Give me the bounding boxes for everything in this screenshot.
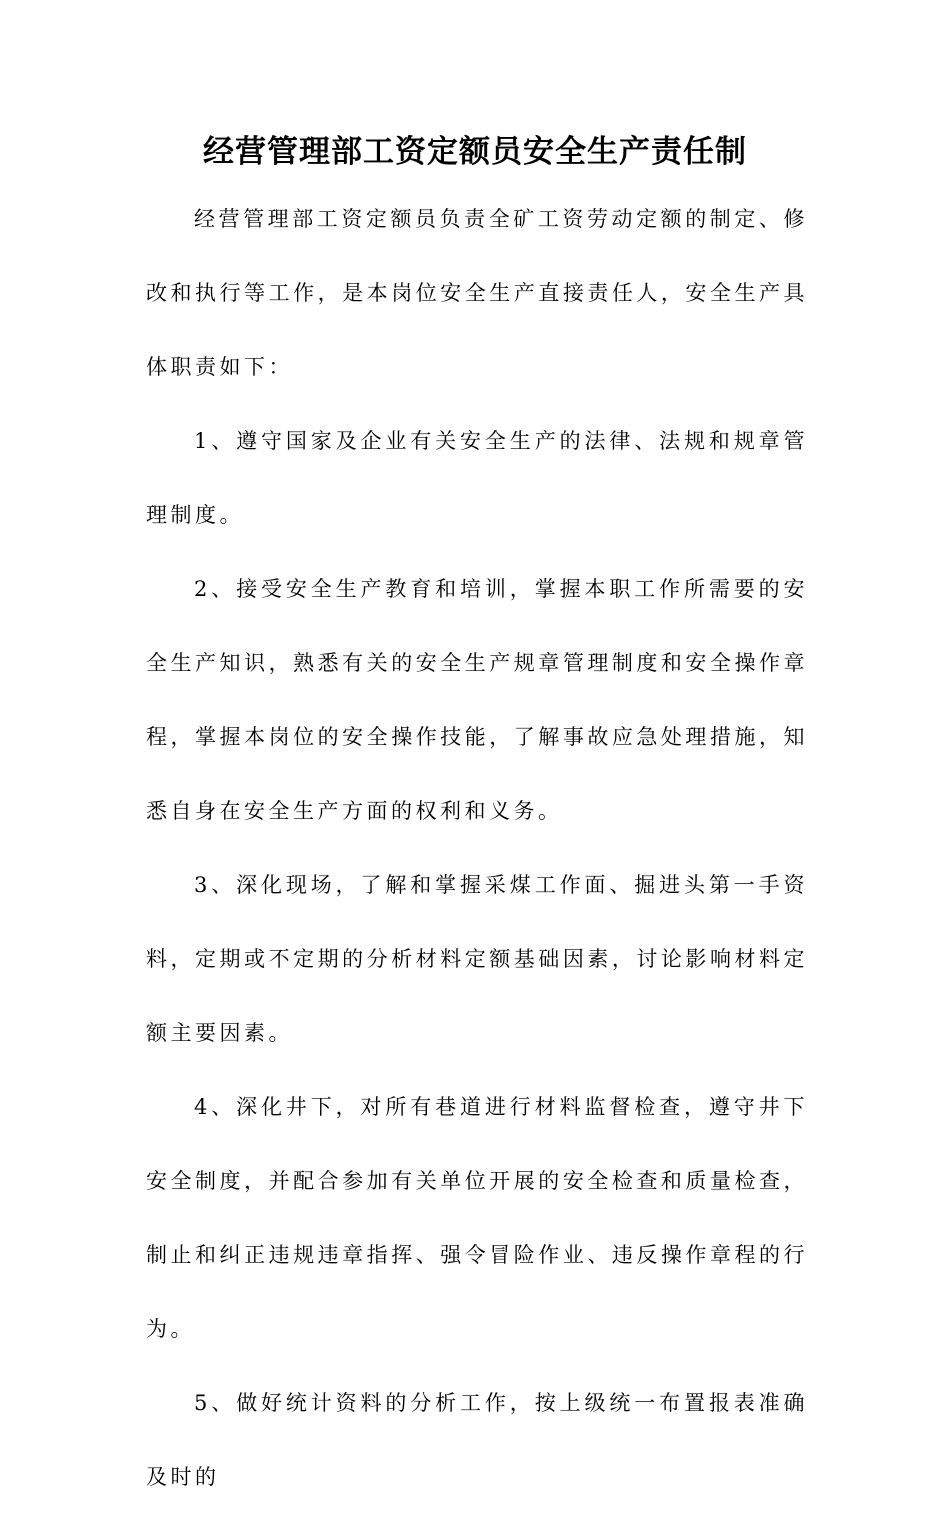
document-body [146,182,808,1514]
document-title: 经营管理部工资定额员安全生产责任制 [203,134,747,170]
paragraph-item-1: 1、遵守国家及企业有关安全生产的法律、法规和规章管理制度。 [146,429,808,527]
paragraph-item-2: 2、接受安全生产教育和培训，掌握本职工作所需要的安全生产知识，熟悉有关的安全生产规章管理制度和安全操作章程，掌握本岗位的安全操作技能，了解事故应急处理措施，知悉自身在安全生产方面的权利和义务。 [146,577,808,823]
paragraph-item-4: 4、深化井下，对所有巷道进行材料监督检查，遵守井下安全制度，并配合参加有关单位开展的安全检查和质量检查，制止和纠正违规违章指挥、强令冒险作业、违反操作章程的行为。 [146,1095,808,1341]
paragraph-intro: 经营管理部工资定额员负责全矿工资劳动定额的制定、修改和执行等工作，是本岗位安全生产直接责任人，安全生产具体职责如下： [146,207,808,379]
paragraph-item-3: 3、深化现场，了解和掌握采煤工作面、掘进头第一手资料，定期或不定期的分析材料定额基础因素，讨论影响材料定额主要因素。 [146,873,808,1045]
paragraph-item-5: 5、做好统计资料的分析工作，按上级统一布置报表准确及时的 [146,1391,808,1489]
